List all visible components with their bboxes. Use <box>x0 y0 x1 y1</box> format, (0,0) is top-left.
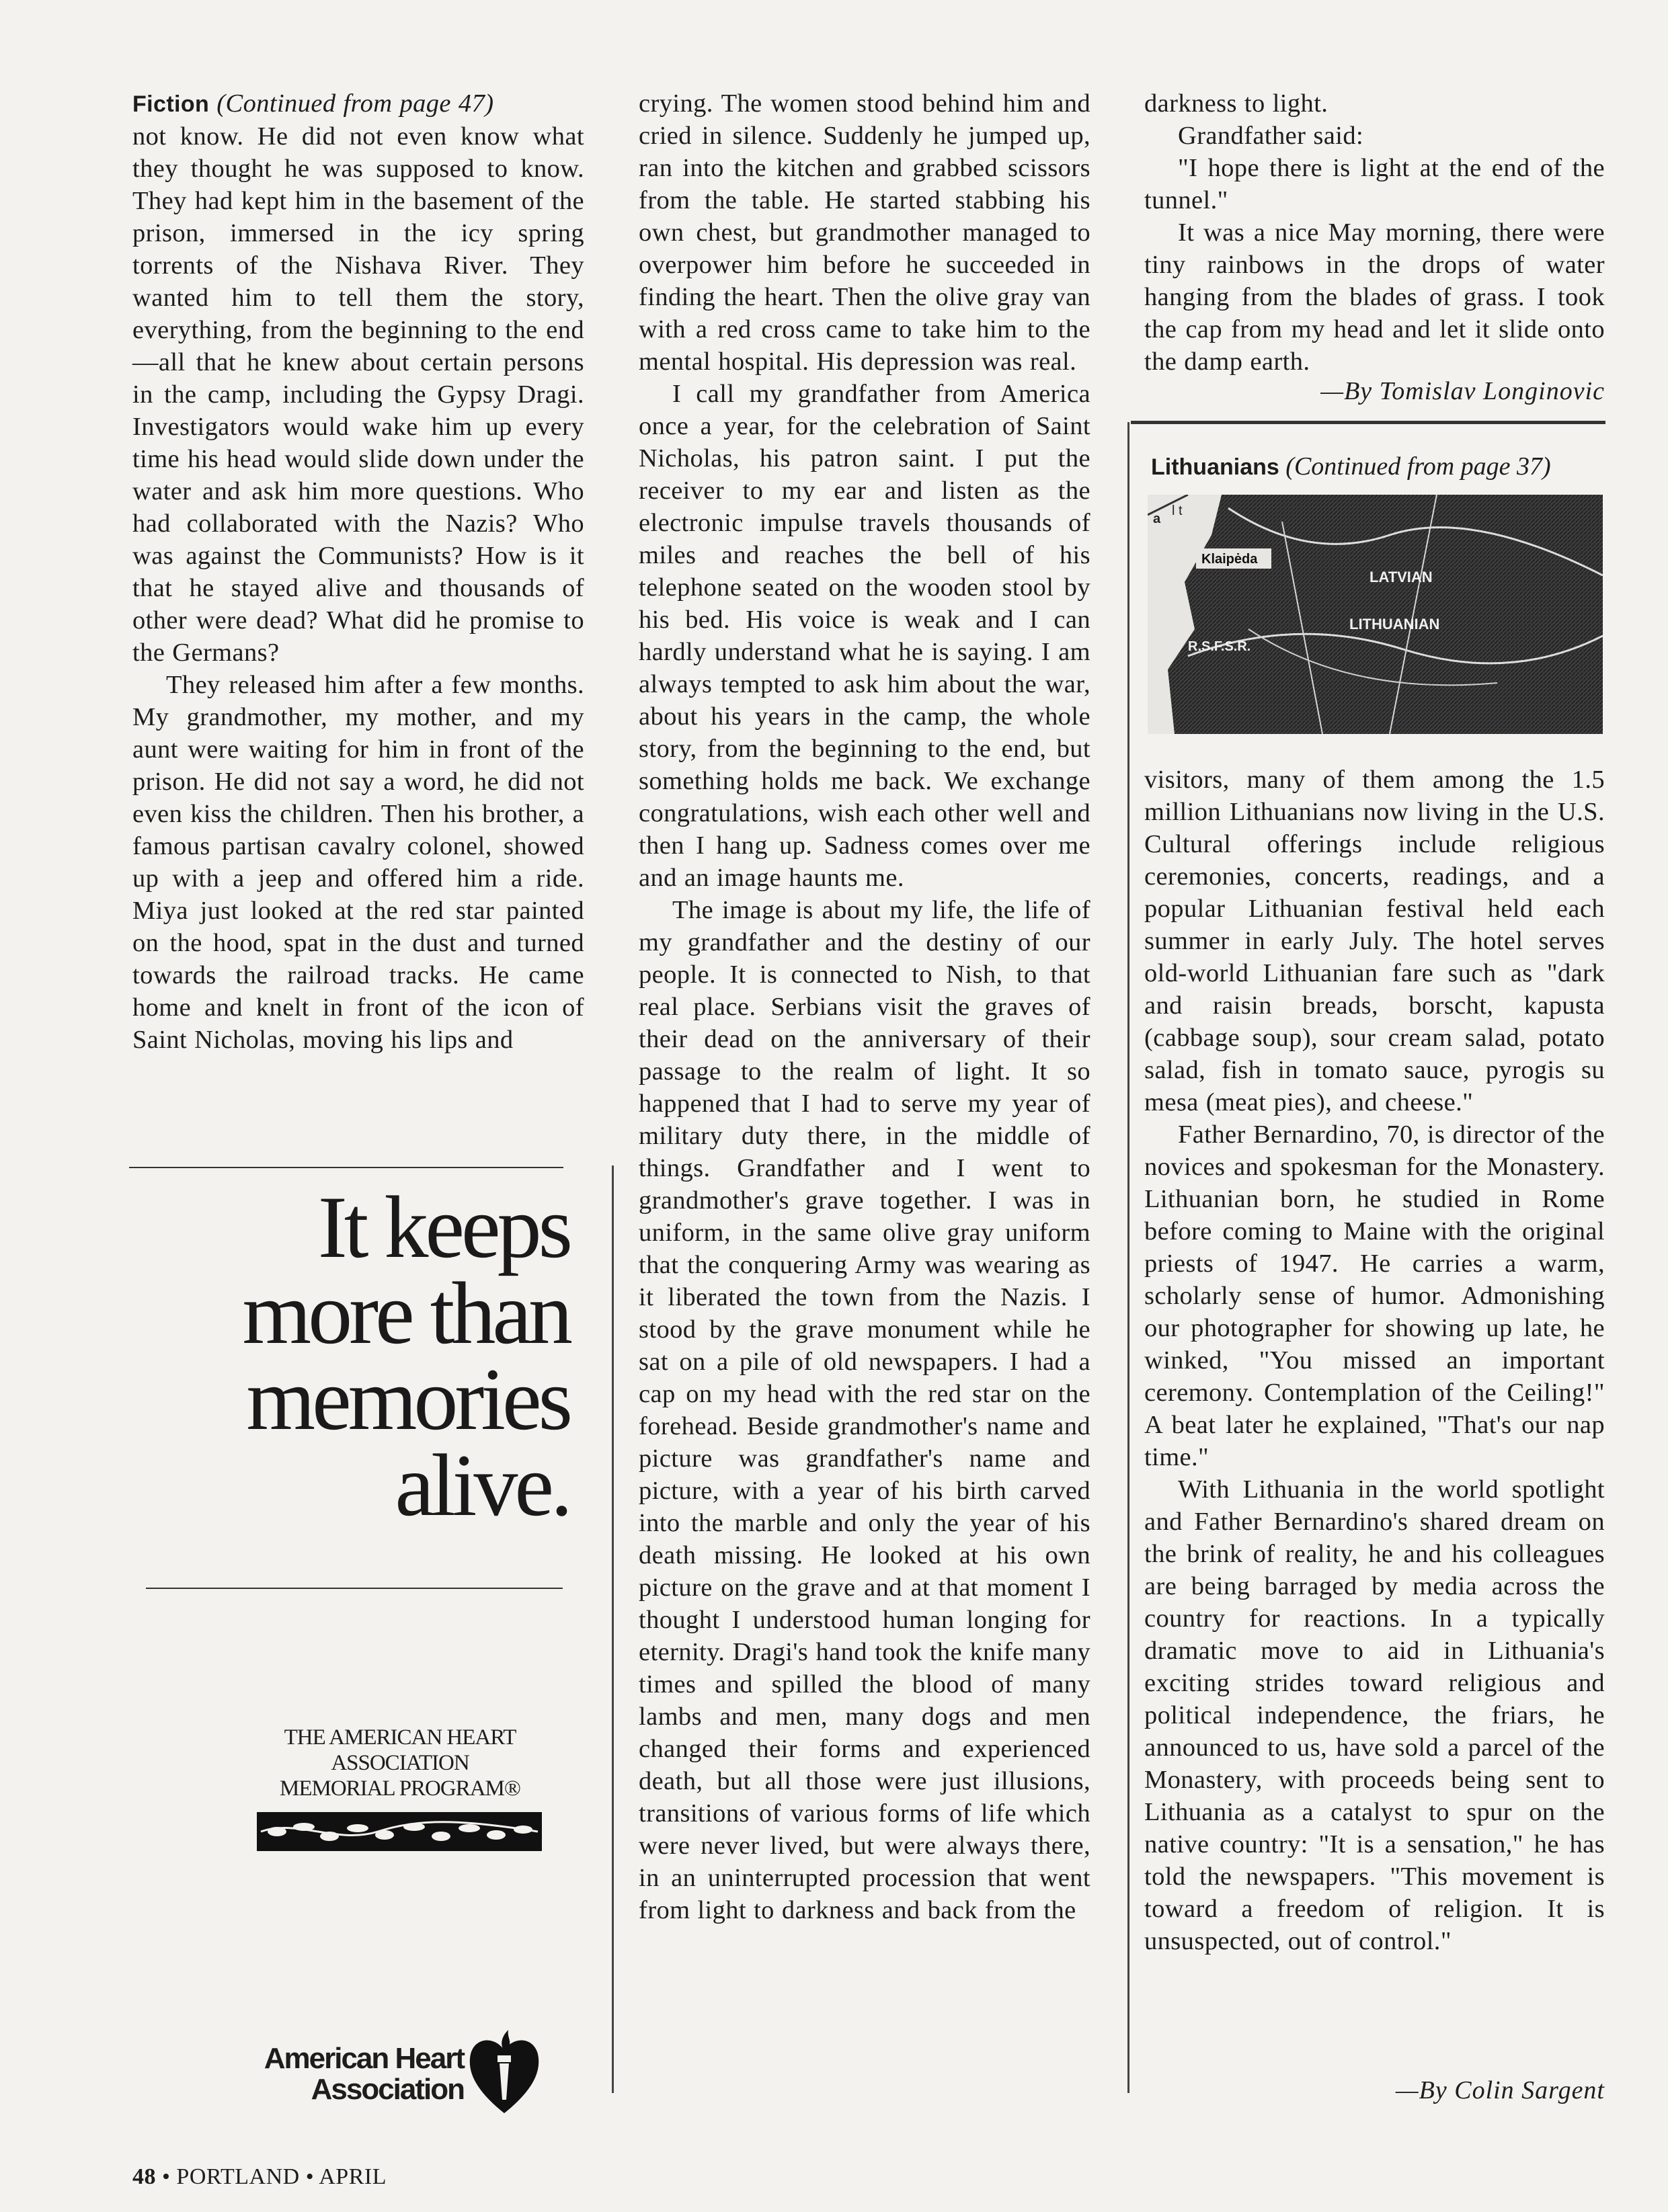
ad-slogan <box>132 1178 569 1534</box>
fiction-paragraph: not know. He did not even know what they thought he was supposed to know. They had kept him in the basement of the prison, immersed in the icy spring torrents of the Nishava River. They wanted him to tell them the story, everything, from the beginning to the end—all that he knew about certain persons in the camp, including the Gypsy Dragi. Investigators would wake him up every time his head would slide down under the water and ask him more questions. Who had collaborated with the Nazis? Who was against the Communists? How is it that he stayed alive and thousands of other were dead? What did he promise to the Germans? <box>132 122 584 667</box>
slogan-line: more than <box>242 1264 569 1362</box>
fiction-paragraph: I call my grandfather from America once a year, for the celebration of Saint Nicholas, his patron saint. I put the receiver to my ear and listen as the electronic impulse travels thousands of miles and reaches the bell of his telephone seated on the wooden stool by his bed. His voice is weak and I can hardly understand what he is saying. I am always tempted to ask him about the war, about his years in the camp, the whole story, from the beginning to the end, but something holds me back. We exchange congratulations, wish each other well and then I hang up. Sadness comes over me and an image haunts me. <box>639 380 1090 892</box>
fiction-byline: —By Tomislav Longinovic <box>1320 377 1605 405</box>
map-label: R.S.F.S.R. <box>1188 639 1251 654</box>
footer-separator: • <box>162 2164 171 2189</box>
ad-top-rule <box>129 1167 563 1168</box>
lithuanians-column <box>1144 764 1605 1957</box>
fiction-column-1 <box>132 87 584 1056</box>
memorial-program-title: THE AMERICAN HEART ASSOCIATION MEMORIAL PROGRAM® <box>280 1725 520 1801</box>
column-divider <box>612 1165 614 2093</box>
lithuanians-paragraph: Father Bernardino, 70, is director of the novices and spokesman for the Monastery. Lithuanian born, he studied in Rome before coming to Maine with the original priests of 1947. He carries a warm, scholarly sense of humor. Admonishing our photographer for showing up late, he winked, "You missed an important ceremony. Contemplation of the Ceiling!" A beat later he explained, "That's our nap time." <box>1144 1120 1605 1471</box>
footer-separator: • <box>305 2164 315 2189</box>
column-divider <box>1127 422 1129 2093</box>
heart-torch-icon <box>464 2024 545 2119</box>
fiction-paragraph: Grandfather said: <box>1178 122 1364 150</box>
fiction-paragraph: "I hope there is light at the end of the tunnel." <box>1144 154 1605 214</box>
lithuania-map-image <box>1148 495 1603 734</box>
fiction-paragraph: crying. The women stood behind him and cried in silence. Suddenly he jumped up, ran into the kitchen and grabbed scissors from the table. He started stabbing his own chest, but grandmother managed to overpower him before he succeeded in finding the heart. Then the olive gray van with a red cross came to take him to the mental hospital. His depression was real. <box>639 89 1090 376</box>
fiction-continued-note: (Continued from page 47) <box>216 89 494 118</box>
lithuanians-paragraph: visitors, many of them among the 1.5 million Lithuanians now living in the U.S. Cultural offerings include religious ceremonies, concerts, readings, and a popular Lithuanian festival held each summer in early July. The hotel serves old-world Lithuanian fare such as "dark and raisin breads, borscht, kapusta (cabbage soup), sour cream salad, potato salad, fish in tomato sauce, pyrogis su mesa (meat pies), and cheese." <box>1144 766 1605 1116</box>
lithuanians-continued-note: (Continued from page 37) <box>1285 452 1551 481</box>
fiction-heading: Fiction <box>132 91 210 117</box>
fiction-paragraph <box>132 87 584 120</box>
map-label: LITHUANIAN <box>1349 616 1440 632</box>
lithuanians-paragraph: With Lithuania in the world spotlight and Father Bernardino's shared dream on the brink of reality, he and his colleagues are being barraged by media across the country for reactions. In a typically dramatic move to aid in Lithuania's exciting strides toward religious and political independence, the friars, he announced to us, have sold a parcel of the Monastery, with proceeds being sent to Lithuania as a catalyst to spur on the native country: "It is a sensation," he has told the newspapers. "This movement is toward a freedom of religion. It is unsuspected, out of control." <box>1144 1475 1605 1955</box>
fiction-paragraph: The image is about my life, the life of my grandfather and the destiny of our people. It is connected to Nish, to that real place. Serbians visit the graves of their dead on the anniversary of their passage to the realm of light. It so happened that I had to serve my year of military duty there, in the middle of things. Grandfather and I went to grandmother's grave together. I was in uniform, in the same olive gray uniform that the conquering Army was wearing as it liberated the town from the Nazis. I stood by the grave monument while he sat on a pile of old newspapers. I had a cap on my head with the red star on the forehead. Beside grandmother's name and picture was grandfather's name and picture, with a year of his birth carved into the marble and only the year of his death missing. He looked at his own picture on the grave and at that moment I thought I understood human longing for eternity. Dragi's hand took the knife many times and spilled the blood of many lambs and men, many dogs and men changed their forms and experienced death, but all those were just illusions, transitions of various forms of life which were never lived, but were always there, in an uninterrupted procession that went from light to darkness and back from the <box>639 896 1090 1924</box>
slogan-line: memories <box>246 1350 569 1448</box>
ornament-band-icon <box>257 1812 542 1851</box>
page-footer <box>132 2164 387 2190</box>
fiction-paragraph: They released him after a few months. My grandmother, my mother, and my aunt were waiting for him in front of the prison. He did not say a word, he did not even kiss the children. Then his brother, a famous partisan cavalry colonel, showed up with a jeep and offered him a ride. Miya just looked at the red star painted on the hood, spat in the dust and turned towards the railroad tracks. He came home and knelt in front of the icon of Saint Nicholas, moving his lips and <box>132 671 584 1054</box>
publication-name: PORTLAND <box>176 2164 300 2189</box>
issue-month: APRIL <box>319 2164 387 2189</box>
fiction-paragraph: darkness to light. <box>1144 89 1328 118</box>
ad-bottom-rule <box>146 1588 563 1589</box>
aha-name: American Heart Association <box>264 2042 464 2106</box>
svg-text:l t: l t <box>1172 503 1183 518</box>
slogan-line: It keeps <box>317 1178 569 1276</box>
map-label: Klaipėda <box>1201 552 1258 567</box>
slogan-line: alive. <box>395 1436 569 1534</box>
map-label: LATVIAN <box>1369 569 1433 585</box>
lithuanians-heading: Lithuanians <box>1151 454 1279 480</box>
svg-text:a: a <box>1153 511 1161 526</box>
section-rule <box>1131 421 1605 424</box>
lithuanians-header <box>1151 452 1551 481</box>
fiction-paragraph: It was a nice May morning, there were tiny rainbows in the drops of water hanging from the blades of grass. I took the cap from my head and let it slide onto the damp earth. <box>1144 218 1605 376</box>
lithuanians-byline: —By Colin Sargent <box>1395 2076 1605 2104</box>
page-number: 48 <box>132 2164 156 2189</box>
fiction-column-2 <box>639 87 1090 1926</box>
fiction-column-3 <box>1144 87 1605 378</box>
